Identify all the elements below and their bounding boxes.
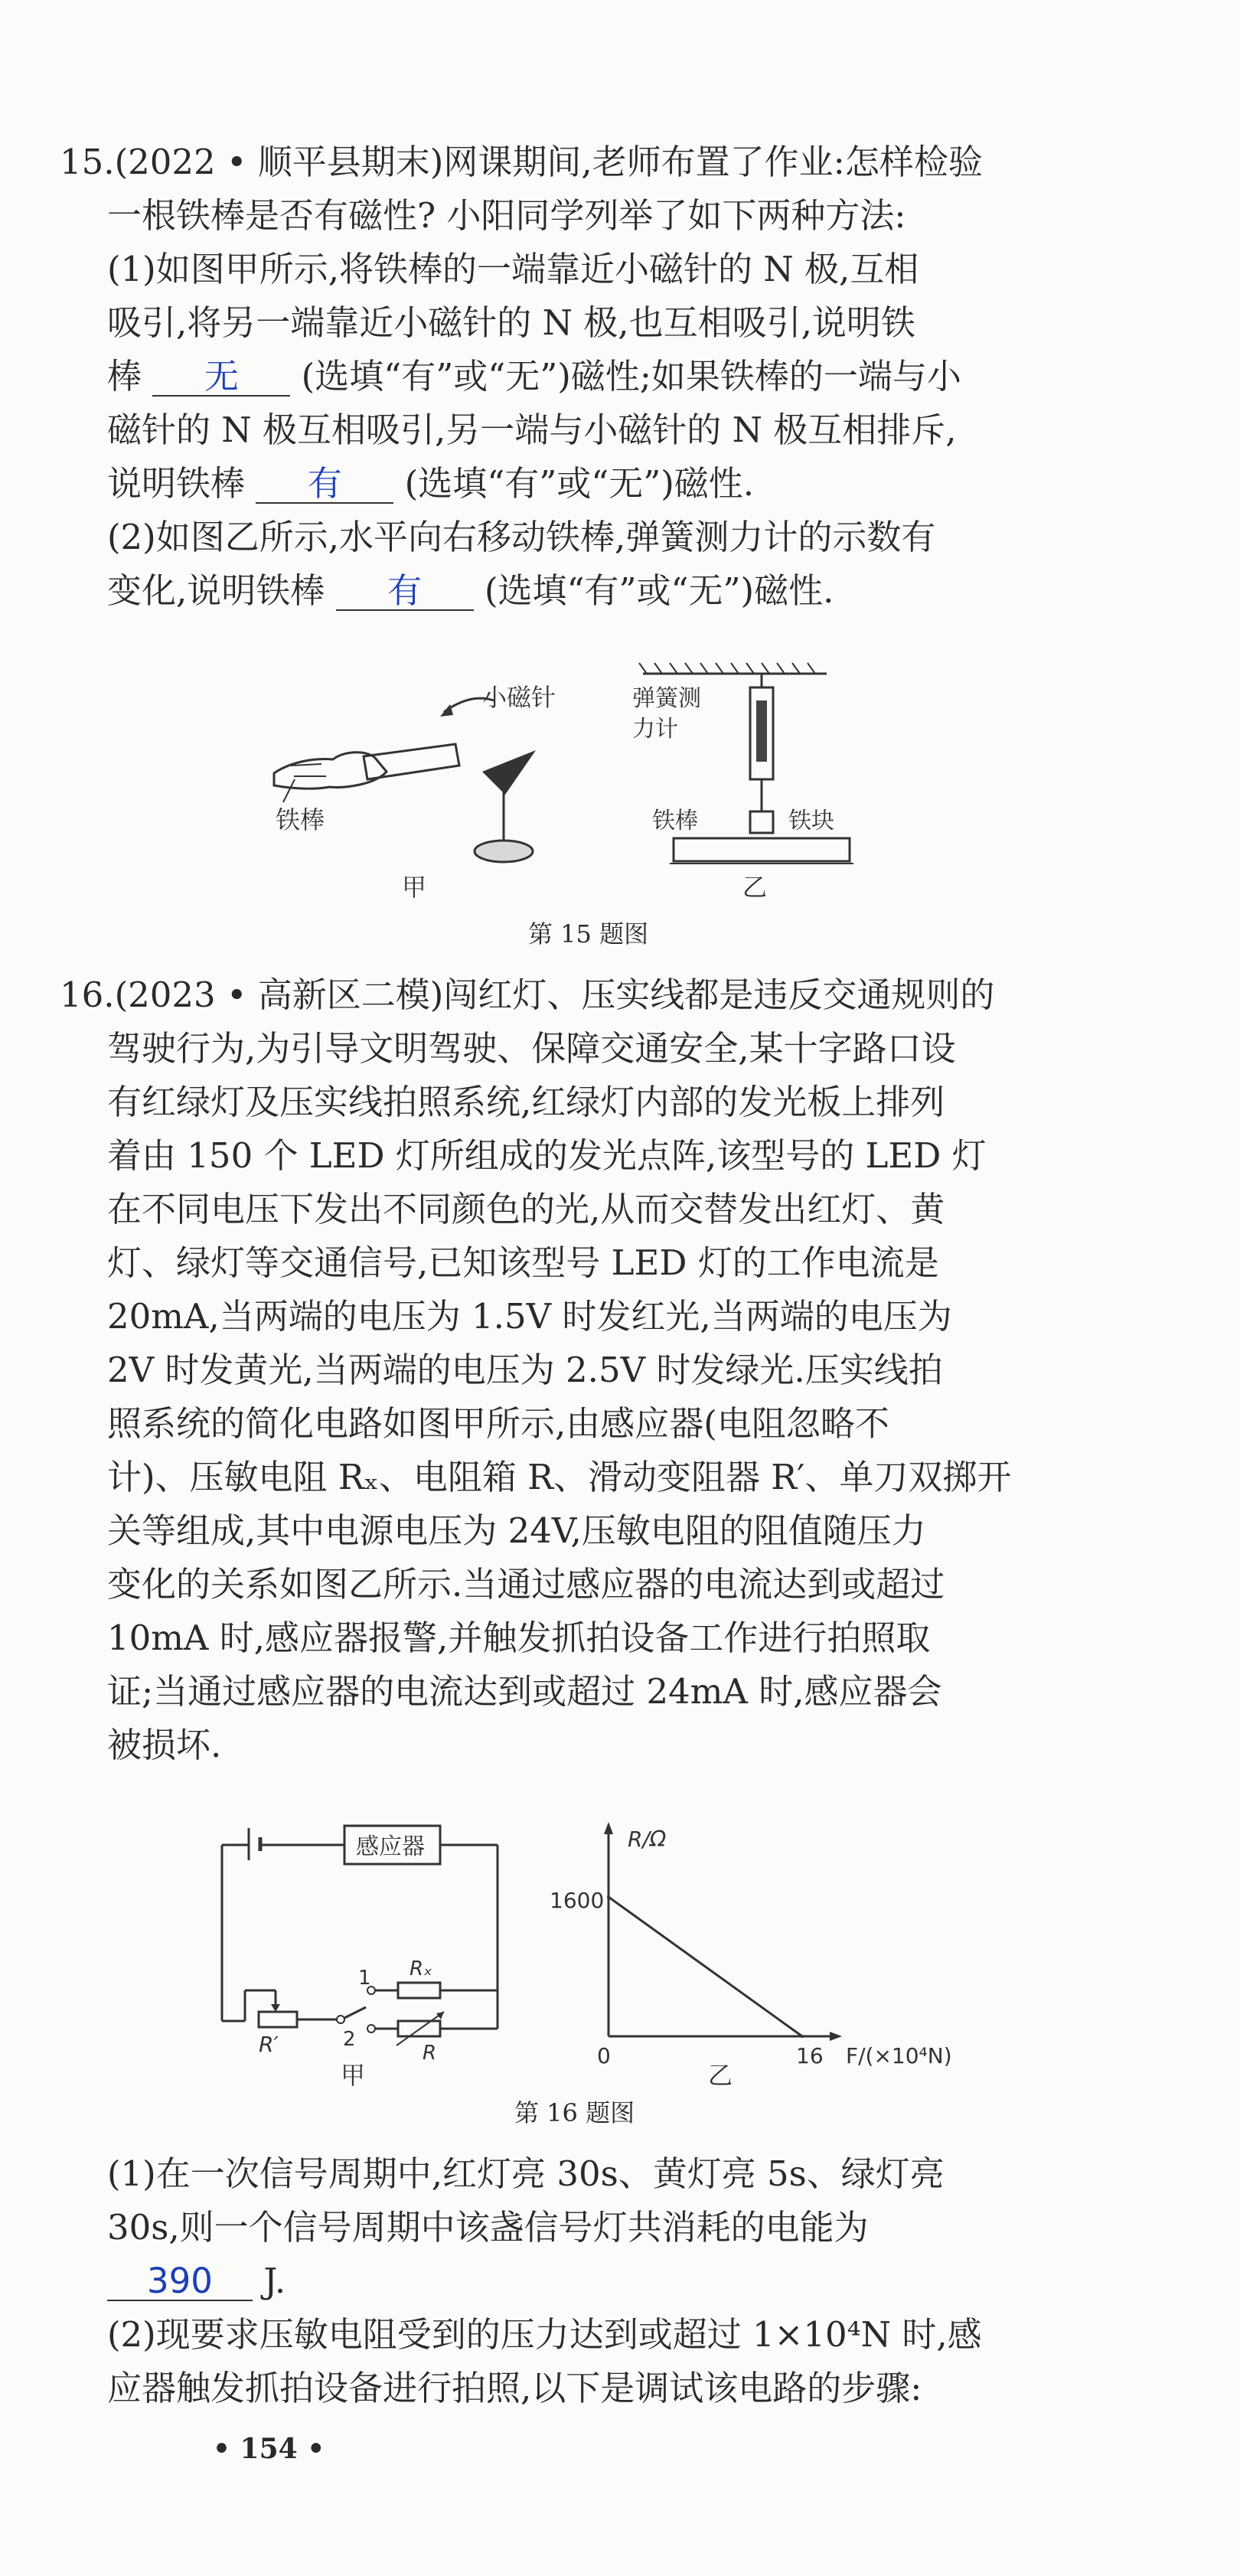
label-rprime: R′ [259,2032,279,2057]
terminal-1: 1 [358,1967,371,1990]
q16-line-12: 变化的关系如图乙所示.当通过感应器的电流达到或超过 [107,1564,945,1605]
x-axis-label: F/(×10⁴N) [846,2043,952,2068]
q15-answer-1: 无 [152,358,290,397]
q16-sub1-line-1: (1)在一次信号周期中,红灯亮 30s、黄灯亮 5s、绿灯亮 [107,2153,945,2194]
q16-line-5: 在不同电压下发出不同颜色的光,从而交替发出红灯、黄 [107,1189,945,1229]
series-line [609,1897,802,2036]
q15-line-5-a: 棒 [107,356,142,397]
hand-illustration [274,753,387,788]
q16-line-2: 驾驶行为,为引导文明驾驶、保障交通安全,某十字路口设 [107,1028,956,1069]
q16-sub2-line-1: (2)现要求压敏电阻受到的压力达到或超过 1×10⁴N 时,感 [107,2314,982,2355]
q15-answer-2: 有 [256,465,393,504]
pressure-resistance-graph [536,1807,964,2090]
q15-line-9 [107,568,834,614]
q16-line-14: 证;当通过感应器的电流达到或超过 24mA 时,感应器会 [107,1671,942,1712]
q15-line-3: (1)如图甲所示,将铁棒的一端靠近小磁针的 N 极,互相 [107,249,919,289]
compass-needle [482,750,536,795]
q16-sub2-line-2: 应器触发抓拍设备进行拍照,以下是调试该电路的步骤: [107,2368,922,2408]
sub-label-jia-15: 甲 [402,873,427,902]
q15-line-8: (2)如图乙所示,水平向右移动铁棒,弹簧测力计的示数有 [107,517,936,557]
q15-line-6: 磁针的 N 极互相吸引,另一端与小磁针的 N 极互相排斥, [107,410,957,450]
sub-label-jia-16: 甲 [341,2061,366,2090]
label-spring-scale: 弹簧测 [632,685,701,712]
q16-sub1-unit: J. [263,2261,286,2301]
q15-line-7-b: (选填“有”或“无”)磁性. [404,463,755,504]
sensor-label: 感应器 [356,1833,425,1860]
q16-sub1-line-2: 30s,则一个信号周期中该盏信号灯共消耗的电能为 [107,2207,869,2248]
data-point [801,2035,804,2038]
q15-line-5-b: (选填“有”或“无”)磁性;如果铁棒的一端与小 [301,356,961,397]
q16-line-8: 2V 时发黄光,当两端的电压为 2.5V 时发绿光.压实线拍 [107,1350,943,1390]
label-iron-block: 铁块 [788,808,834,834]
q15-line-7-a: 说明铁棒 [107,463,246,504]
sub-label-yi-15: 乙 [742,873,768,902]
data-point [607,1895,610,1899]
q15-line-9-b: (选填“有”或“无”)磁性. [484,570,834,611]
q15-answer-3: 有 [336,573,474,611]
q16-sub1-line-3 [107,2258,286,2304]
terminal-2: 2 [343,2028,356,2051]
q16-line-7: 20mA,当两端的电压为 1.5V 时发红光,当两端的电压为 [107,1296,952,1337]
label-spring-scale-2: 力计 [632,716,678,743]
q15-line-7 [107,461,754,507]
label-iron-rod-left: 铁棒 [276,805,325,834]
q16-line-6: 灯、绿灯等交通信号,已知该型号 LED 灯的工作电流是 [107,1242,939,1283]
y-tick-1600: 1600 [550,1888,605,1913]
q15-line-1: 15.(2022 • 顺平县期末)网课期间,老师布置了作业:怎样检验 [60,142,983,182]
label-rx: Rₓ [410,1957,432,1980]
sub-label-yi-16: 乙 [708,2061,733,2090]
figure-16-caption: 第 16 题图 [514,2098,635,2127]
switch-blade [344,2007,366,2018]
rheostat [259,2012,297,2027]
resistor-rx [398,1983,440,1998]
figure-15 [260,635,873,919]
iron-rod-right [674,838,850,861]
q16-line-3: 有红绿灯及压实线拍照系统,红绿灯内部的发光板上排列 [107,1082,945,1122]
label-r: R [423,2042,437,2065]
q16-line-4: 着由 150 个 LED 灯所组成的发光点阵,该型号的 LED 灯 [107,1135,987,1176]
q15-line-5 [107,354,961,400]
q15-line-4: 吸引,将另一端靠近小磁针的 N 极,也互相吸引,说明铁 [107,302,915,343]
q16-line-11: 关等组成,其中电源电压为 24V,压敏电阻的阻值随压力 [107,1510,926,1551]
compass-base [475,841,533,862]
figure-15-caption: 第 15 题图 [528,919,649,948]
q15-line-2: 一根铁棒是否有磁性? 小阳同学列举了如下两种方法: [107,195,906,236]
iron-block [750,811,773,833]
q16-line-15: 被损坏. [107,1725,222,1765]
origin-label: 0 [597,2043,611,2068]
q16-answer-energy: 390 [107,2263,253,2301]
page-number: • 154 • [213,2433,325,2465]
y-axis-label: R/Ω [628,1827,667,1852]
q16-line-10: 计)、压敏电阻 Rₓ、电阻箱 R、滑动变阻器 R′、单刀双掷开 [107,1457,1012,1497]
circuit-diagram [214,1807,536,2090]
q16-line-13: 10mA 时,感应器报警,并触发抓拍设备工作进行拍照取 [107,1618,931,1658]
label-iron-rod-right: 铁棒 [652,808,698,834]
label-small-needle: 小磁针 [482,683,556,712]
q16-line-1: 16.(2023 • 高新区二模)闯红灯、压实线都是违反交通规则的 [60,975,995,1015]
x-tick-16: 16 [796,2043,824,2068]
q15-line-9-a: 变化,说明铁棒 [107,570,325,611]
q16-line-9: 照系统的简化电路如图甲所示,由感应器(电阻忽略不 [107,1403,889,1444]
